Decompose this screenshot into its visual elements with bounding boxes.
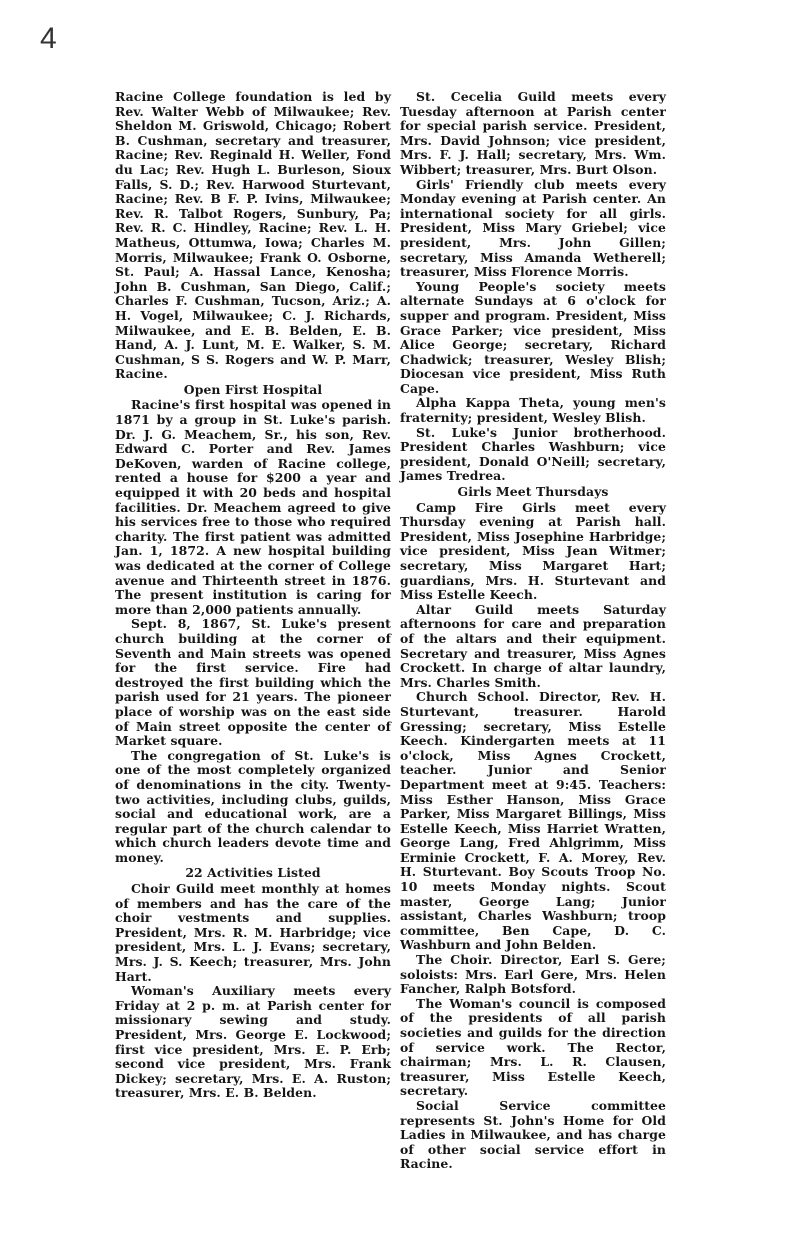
article-paragraph: St. Cecelia Guild meets every Tuesday afternoon at Parish center for special parish service. President, Mrs. David Johnson; vice president, Mrs. F. J. Hall; secretary, Mrs. Wm. Wibbert; treasurer, Mrs. Burt Olson. — [400, 89, 666, 177]
article-paragraph: Altar Guild meets Saturday afternoons for care and preparation of the altars and their equipment. Secretary and treasurer, Miss Agnes Crockett. In charge of altar laundry, Mrs. Charles Smith. — [400, 601, 666, 690]
section-heading: Open First Hospital — [183, 381, 323, 397]
article-paragraph: Alpha Kappa Theta, young men's fraternity; president, Wesley Blish. — [400, 395, 666, 426]
article-paragraph: Choir Guild meet monthly at homes of members and has the care of the choir vestments and supplies. President, Mrs. R. M. Harbridge; vice president, Mrs. L. J. Evans; secretary, Mrs. J. S. Keech; treasurer, Mrs. John Hart. — [115, 881, 391, 984]
article-paragraph: Sept. 8, 1867, St. Luke's present church building at the corner of Seventh and Main streets was opened for the first service. Fire had destroyed the first building which the parish used for 21 years. The pioneer place of worship was on the east side of Main street opposite the center of Market square. — [115, 616, 391, 749]
article-paragraph: Woman's Auxiliary meets every Friday at 2 p. m. at Parish center for missionary sewing and study. President, Mrs. George E. Lockwood; first vice president, Mrs. E. P. Erb; second vice president, Mrs. Frank Dickey; secretary, Mrs. E. A. Ruston; treasurer, Mrs. E. B. Belden. — [115, 983, 391, 1101]
article-paragraph: Girls' Friendly club meets every Monday evening at Parish center. An international society for all girls. President, Miss Mary Griebel; vice president, Mrs. John Gillen; secretary, Miss Amanda Wetherell; treasurer, Miss Florence Morris. — [400, 176, 666, 280]
article-paragraph: Racine College foundation is led by Rev. Walter Webb of Milwaukee; Rev. Sheldon M. Griswold, Chicago; Robert B. Cushman, secretary and treasurer, Racine; Rev. Reginald H. Weller, Fond du Lac; Rev. Hugh L. Burleson, Sioux Falls, S. D.; Rev. Harwood Sturtevant, Racine; Rev. B F. P. Ivins, Milwaukee; Rev. R. Talbot Rogers, Sunbury, Pa; Rev. R. C. Hindley, Racine; Rev. L. H. Matheus, Ottumwa, Iowa; Charles M. Morris, Milwaukee; Frank O. Osborne, St. Paul; A. Hassal Lance, Kenosha; John B. Cushman, San Diego, Calif.; Charles F. Cushman, Tucson, Ariz.; A. H. Vogel, Milwaukee; C. J. Richards, Milwaukee, and E. B. Belden, E. B. Hand, A. J. Lunt, M. E. Walker, S. M. Cushman, S S. Rogers and W. P. Marr, Racine. — [115, 89, 391, 382]
article-paragraph: The Choir. Director, Earl S. Gere; soloists: Mrs. Earl Gere, Mrs. Helen Fancher, Ralph Botsford. — [400, 952, 666, 997]
article-paragraph: The Woman's council is composed of the presidents of all parish societies and guilds for the direction of service work. The Rector, chairman; Mrs. L. R. Clausen, treasurer, Miss Estelle Keech, secretary. — [400, 995, 666, 1099]
left-column — [115, 90, 391, 1101]
article-paragraph: Camp Fire Girls meet every Thursday evening at Parish hall. President, Miss Josephine Harbridge; vice president, Miss Jean Witmer; secretary, Miss Margaret Hart; guardians, Mrs. H. Sturtevant and Miss Estelle Keech. — [400, 499, 666, 603]
article-paragraph: Church School. Director, Rev. H. Sturtevant, treasurer. Harold Gressing; secretary, Miss Estelle Keech. Kindergarten meets at 11 o'clock, Miss Agnes Crockett, teacher. Junior and Senior Department meet at 9:45. Teachers: Miss Esther Hanson, Miss Grace Parker, Miss Margaret Billings, Miss Estelle Keech, Miss Harriet Wratten, George Lang, Fred Ahlgrimm, Miss Erminie Crockett, F. A. Morey, Rev. H. Sturtevant. Boy Scouts Troop No. 10 meets Monday nights. Scout master, George Lang; Junior assistant, Charles Washburn; troop committee, Ben Cape, D. C. Washburn and John Belden. — [400, 689, 666, 953]
right-column — [400, 90, 666, 1172]
article-paragraph: Social Service committee represents St. John's Home for Old Ladies in Milwaukee, and has charge of other social service effort in Racine. — [400, 1097, 666, 1172]
page-number: 4 — [40, 22, 57, 55]
section-heading: 22 Activities Listed — [185, 865, 321, 881]
article-paragraph: Young People's society meets alternate Sundays at 6 o'clock for supper and program. President, Miss Grace Parker; vice president, Miss Alice George; secretary, Richard Chadwick; treasurer, Wesley Blish; Diocesan vice president, Miss Ruth Cape. — [400, 278, 666, 396]
article-paragraph: St. Luke's Junior brotherhood. President Charles Washburn; vice president, Donald O'Neill; secretary, James Tredrea. — [400, 424, 666, 484]
article-paragraph: Racine's first hospital was opened in 1871 by a group in St. Luke's parish. Dr. J. G. Meachem, Sr., his son, Rev. Edward C. Porter and Rev. James DeKoven, warden of Racine college, rented a house for $200 a year and equipped it with 20 beds and hospital facilities. Dr. Meachem agreed to give his services free to those who required charity. The first patient was admitted Jan. 1, 1872. A new hospital building was dedicated at the corner of College avenue and Thirteenth street in 1876. The present institution is caring for more than 2,000 patients annually. — [115, 397, 391, 617]
article-paragraph: The congregation of St. Luke's is one of the most completely organized of denominations in the city. Twenty-two activities, including clubs, guilds, social and educational work, are a regular part of the church calendar to which church leaders devote time and money. — [115, 747, 391, 865]
section-heading: Girls Meet Thursdays — [457, 484, 609, 500]
